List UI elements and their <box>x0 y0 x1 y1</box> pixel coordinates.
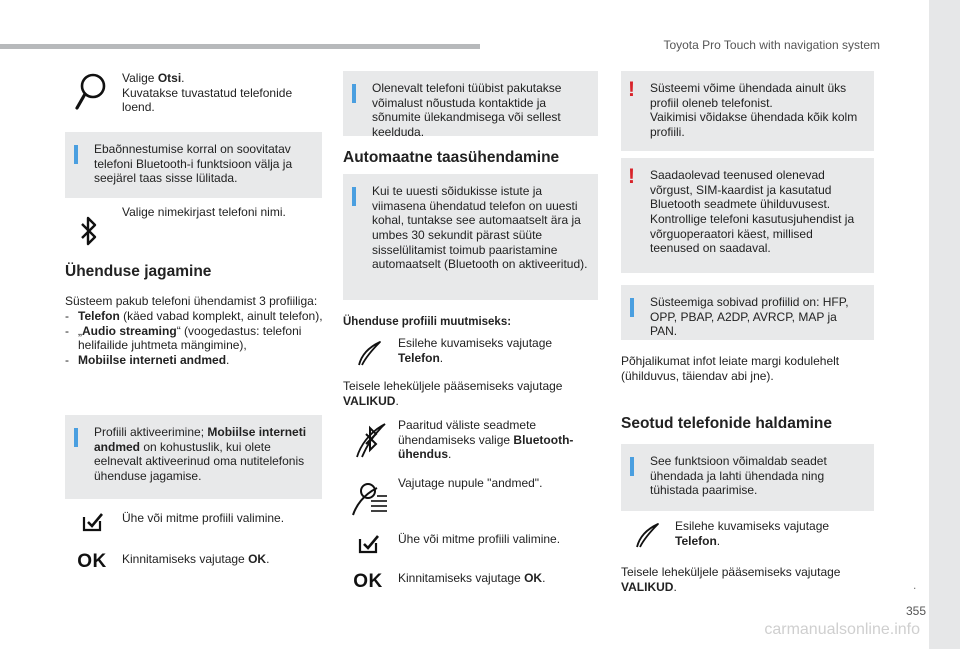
checkbox-icon <box>354 530 382 556</box>
phone-icon <box>354 338 384 368</box>
step-select-phone: Valige nimekirjast telefoni nimi. <box>122 205 286 219</box>
section-title-manage: Seotud telefonide haldamine <box>621 415 832 432</box>
info-icon <box>630 298 634 317</box>
side-tab <box>929 0 960 649</box>
step-confirm-ok-2: Kinnitamiseks vajutage OK. <box>398 571 546 585</box>
step-check-profile: Ühe või mitme profiili valimine. <box>122 511 285 525</box>
warning-box-profile: ! Süsteemi võime ühendada ainult üks profiil oleneb telefonist. Vaikimisi võidakse ühendada kõik kolm profiili. <box>621 71 874 151</box>
sharing-intro: Süsteem pakub telefoni ühendamist 3 profiiliga: <box>65 294 318 308</box>
subtitle-change-profile: Ühenduse profiili muutmiseks: <box>343 316 512 328</box>
step-search: Valige Otsi. Kuvatakse tuvastatud telefonide loend. <box>122 71 293 115</box>
next-page-options: Teisele leheküljele pääsemiseks vajutage VALIKUD. <box>343 379 563 408</box>
step-phone-home: Esilehe kuvamiseks vajutage Telefon. <box>398 336 553 365</box>
step-press-data: Vajutage nupule "andmed". <box>398 476 543 490</box>
warning-icon: ! <box>628 165 635 188</box>
checkbox-icon <box>78 508 106 534</box>
info-icon <box>630 457 634 476</box>
page-number: 355 <box>905 604 926 618</box>
search-icon <box>74 72 108 112</box>
info-box-bt: Ebaõnnestumise korral on soovitatav telefoni Bluetooth-i funktsioon välja ja seejärel taas sisse lülitada. <box>65 132 322 198</box>
info-box-auto: Kui te uuesti sõidukisse istute ja viimasena ühendatud telefon on uuesti kohal, tuntakse see automaatselt ära ja umbes 30 sekundit pärast süüte sisselülitamist toimub paaristamine automaatselt (Bluetooth on aktiveeritud). <box>343 174 598 300</box>
info-icon <box>352 84 356 103</box>
info-box-manage: See funktsioon võimaldab seadet ühendada ja lahti ühendada ning tühistada paarimise. <box>621 444 874 511</box>
more-info: Põhjalikumat infot leiate margi kodulehelt (ühilduvus, täiendav abi jne). <box>621 354 840 383</box>
step-check-profile-2: Ühe või mitme profiili valimine. <box>398 532 561 546</box>
step-confirm-ok: Kinnitamiseks vajutage OK. <box>122 552 270 566</box>
next-page-options-2: Teisele leheküljele pääsemiseks vajutage VALIKUD. <box>621 565 841 594</box>
watermark: carmanualsonline.info <box>764 621 920 638</box>
section-title-auto-reconnect: Automaatne taasühendamine <box>343 149 560 166</box>
info-icon <box>74 145 78 164</box>
data-profile-icon <box>350 478 390 518</box>
info-box-type: Olenevalt telefoni tüübist pakutakse võimalust nõustuda kontaktide ja sõnumite ülekandmisega või sellest keelduda. <box>343 71 598 136</box>
info-box-profile: Profiili aktiveerimine; Mobiilse interneti andmed on kohustuslik, kui olete eelnevalt aktiveerinud oma nutitelefonis ühenduse jagamise. <box>65 415 322 499</box>
profile-list <box>65 309 327 368</box>
bluetooth-phone-icon <box>352 420 388 460</box>
ok-icon: OK <box>77 551 107 573</box>
bluetooth-icon <box>76 214 102 248</box>
info-icon <box>352 187 356 206</box>
info-icon <box>74 428 78 447</box>
list-item: - Telefon (käed vabad komplekt, ainult telefon), <box>65 309 327 324</box>
step-phone-home-2: Esilehe kuvamiseks vajutage Telefon. <box>675 519 830 548</box>
header-rule <box>0 44 480 49</box>
list-item: - Mobiilse interneti andmed. <box>65 353 327 368</box>
list-item: - „Audio streaming“ (voogedastus: telefoni helifailide juhtmeta mängimine), <box>65 324 327 353</box>
section-title-sharing: Ühenduse jagamine <box>65 263 212 280</box>
warning-icon: ! <box>628 78 635 101</box>
step-bluetooth-connect: Paaritud väliste seadmete ühendamiseks valige Bluetooth-ühendus. <box>398 418 574 462</box>
info-box-profiles: Süsteemiga sobivad profiilid on: HFP, OPP, PBAP, A2DP, AVRCP, MAP ja PAN. <box>621 285 874 340</box>
phone-icon <box>632 520 662 550</box>
ok-icon: OK <box>353 571 383 593</box>
running-title: Toyota Pro Touch with navigation system <box>663 38 880 52</box>
side-marker: . <box>913 578 917 592</box>
warning-box-services: ! Saadaolevad teenused olenevad võrgust, SIM-kaardist ja kasutatud Bluetooth seadmete ühilduvusest. Kontrollige telefoni kasutusjuhendist ja võrguoperaatori käest, millised teenused on saadaval. <box>621 158 874 273</box>
